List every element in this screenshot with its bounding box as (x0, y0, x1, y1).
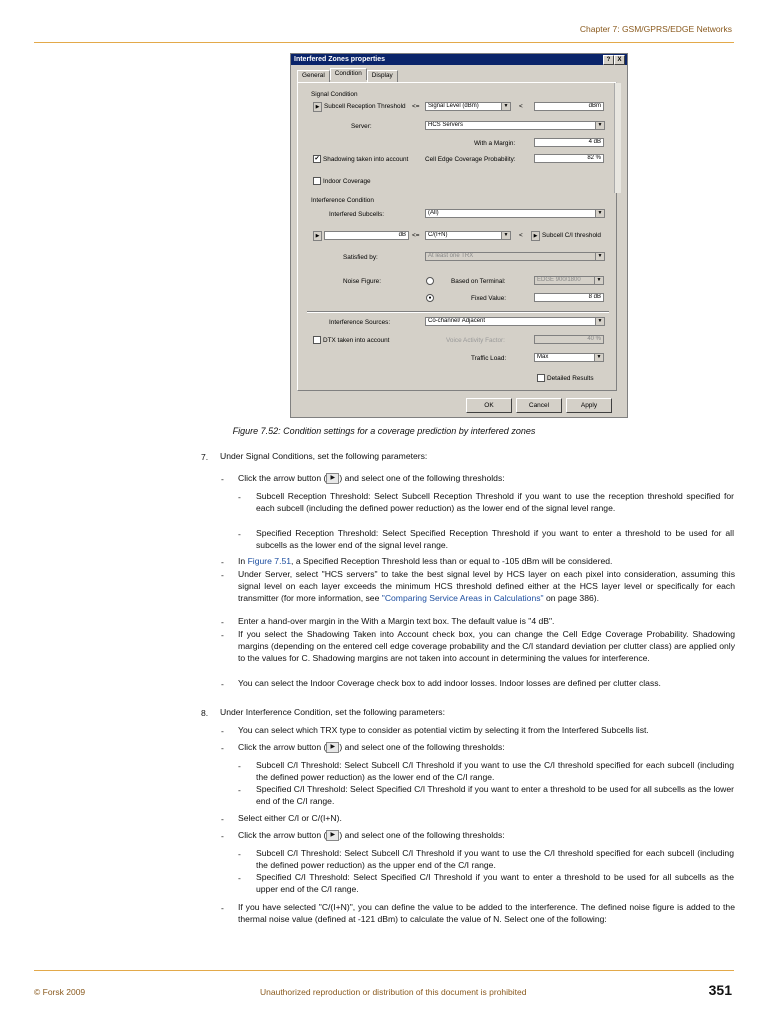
lt-symbol: < (519, 103, 523, 110)
step-8-item-2 (238, 741, 735, 753)
step-7-item-3 (238, 568, 735, 605)
item-text: ) and select one of the following thresholds: (339, 830, 505, 840)
help-button[interactable]: ? (603, 55, 614, 65)
item-text: In (238, 556, 248, 566)
figure-caption: Figure 7.52: Condition settings for a coverage prediction by interfered zones (232, 426, 536, 436)
lt-symbol-2: < (519, 232, 523, 239)
footer-notice: Unauthorized reproduction or distribution of this document is prohibited (260, 987, 527, 997)
dialog-title-bar (291, 54, 627, 65)
bullet-dash: - (221, 474, 224, 484)
indoor-label: Indoor Coverage (323, 178, 371, 185)
step-7-subitem-1: Subcell Reception Threshold: Select Subcell Reception Threshold if you want to use the reception threshold specified for each subcell (including the defined power reduction) as the lower end of the signal level range. (256, 491, 734, 514)
interfered-subcells-select[interactable] (425, 209, 605, 218)
cancel-button[interactable]: Cancel (516, 398, 562, 413)
step-8-text: Under Interference Condition, set the following parameters: (220, 707, 445, 717)
interfered-subcells-value: (All) (428, 210, 439, 216)
item-text: Under Server, select "HCS servers" to take the best signal level by HCS layer on each pixel into consideration, assuming this signal level on each layer exceeds the minimum HCS threshold defined either at the HCS layer level or specifically for each transmitter (for more information, see (238, 569, 735, 604)
arrow-button-icon: ▶ (326, 830, 339, 841)
step-8-item-3: Select either C/I or C/(I+N). (238, 813, 342, 823)
subcell-ci-label: Subcell C/I threshold (542, 232, 601, 239)
bullet-dash: - (238, 761, 241, 771)
margin-label: With a Margin: (474, 140, 516, 147)
step-8-item-1: You can select which TRX type to consider as potential victim by selecting it from the Interfered Subcells list. (238, 725, 649, 735)
dbm-input[interactable]: dBm (534, 102, 604, 111)
sources-select[interactable] (425, 317, 605, 326)
fixed-value-label: Fixed Value: (471, 295, 507, 302)
step-8-item-5: If you have selected "C/(I+N)", you can define the value to be added to the interference. The defined noise figure is added to the thermal noise value (defined at -121 dBm) to calculate the value of N. Select one of the following: (238, 902, 735, 925)
item-text: ) and select one of the following thresholds: (339, 742, 505, 752)
bullet-dash: - (221, 903, 224, 913)
arrow-button-icon: ▶ (326, 473, 339, 484)
bullet-dash: - (221, 570, 224, 580)
page-number: 351 (708, 982, 732, 998)
le-symbol-2: <= (412, 232, 420, 239)
signal-level-value: Signal Level (dBm) (428, 103, 479, 109)
satisfied-select[interactable] (425, 252, 605, 261)
step-7-item-5: If you select the Shadowing Taken into Account check box, you can change the Cell Edge Coverage Probability. Shadowing margins (depending on the entered cell edge coverage probability and the C/I standard deviation per clutter class) are applied only to the values for C. Shadowing margins are not taken into account in determining the values for interference. (238, 629, 735, 664)
satisfied-value: At least one TRX (428, 253, 474, 259)
step-7-item-2 (238, 555, 735, 567)
item-text: Click the arrow button ( (238, 742, 327, 752)
fixed-value-input[interactable]: 8 dB (534, 293, 604, 302)
detailed-results-label: Detailed Results (547, 375, 594, 382)
threshold-arrow-button[interactable]: ▶ (313, 102, 322, 112)
ci-value: C/(I+N) (428, 232, 448, 238)
traffic-load-label: Traffic Load: (471, 355, 507, 362)
separator (307, 311, 609, 313)
sources-label: Interference Sources: (329, 319, 391, 326)
step-8-subitem-3: Subcell C/I Threshold: Select Subcell C/I Threshold if you want to use the C/I threshold specified for each subcell (including the defined power reduction) as the upper end of the C/I range. (256, 848, 734, 871)
lower-db-input[interactable]: dB (324, 231, 409, 240)
item-text: , a Specified Reception Threshold less than or equal to -105 dBm will be considered. (291, 556, 613, 566)
tab-general[interactable]: General (297, 70, 330, 82)
item-text: Click the arrow button ( (238, 830, 327, 840)
step-8-subitem-4: Specified C/I Threshold: Select Specified C/I Threshold if you want to enter a threshold to be used for all subcells as the upper end of the C/I range. (256, 872, 734, 895)
tab-display[interactable]: Display (367, 70, 398, 82)
terminal-select[interactable] (534, 276, 604, 285)
lower-threshold-arrow[interactable]: ▶ (313, 231, 322, 241)
dtx-checkbox[interactable] (313, 336, 321, 344)
signal-condition-heading: Signal Condition (311, 91, 358, 98)
voice-activity-label: Voice Activity Factor: (446, 337, 505, 344)
comparing-link[interactable]: "Comparing Service Areas in Calculations" (381, 593, 544, 604)
le-symbol: <= (412, 103, 420, 110)
satisfied-label: Satisfied by: (343, 254, 378, 261)
terminal-value: EDGE 900/1800 (537, 277, 581, 283)
footer-copyright: © Forsk 2009 (34, 987, 86, 997)
shadowing-checkbox[interactable]: ✔ (314, 156, 320, 162)
bullet-dash: - (238, 529, 241, 539)
chevron-down-icon: ▼ (595, 253, 604, 260)
server-select[interactable] (425, 121, 605, 130)
server-value: HCS Servers (428, 122, 464, 128)
close-button[interactable]: X (614, 55, 625, 65)
step-8-subitem-2: Specified C/I Threshold: Select Specified C/I Threshold if you want to enter a threshold to be used for all subcells as the lower end of the C/I range. (256, 784, 734, 807)
bullet-dash: - (221, 630, 224, 640)
step-number-8: 8. (201, 708, 209, 718)
chapter-header: Chapter 7: GSM/GPRS/EDGE Networks (579, 24, 732, 34)
sources-value: Co-channel/ Adjacent (428, 318, 486, 324)
server-label: Server: (351, 123, 372, 130)
item-text: Click the arrow button ( (238, 473, 327, 483)
chevron-down-icon: ▼ (501, 232, 510, 239)
step-7-subitem-2: Specified Reception Threshold: Select Specified Reception Threshold if you want to enter a threshold to be used for all subcells as the lower end of the signal level range. (256, 528, 734, 551)
interfered-subcells-label: Interfered Subcells: (329, 211, 385, 218)
bullet-dash: - (221, 831, 224, 841)
interference-condition-heading: Interference Condition (311, 197, 374, 204)
bullet-dash: - (221, 743, 224, 753)
signal-level-select[interactable] (425, 102, 511, 111)
tab-bar (297, 70, 398, 82)
indoor-checkbox[interactable] (313, 177, 321, 185)
based-terminal-label: Based on Terminal: (451, 278, 506, 285)
cell-edge-input[interactable]: 82 % (534, 154, 604, 163)
bullet-dash: - (238, 492, 241, 502)
step-7-item-6: You can select the Indoor Coverage check box to add indoor losses. Indoor losses are defined per clutter class. (238, 678, 661, 688)
chevron-down-icon: ▼ (595, 210, 604, 217)
chevron-down-icon: ▼ (595, 318, 604, 325)
interfered-zones-dialog (290, 53, 628, 418)
footer-rule (34, 970, 734, 971)
bullet-dash: - (238, 849, 241, 859)
item-text: ) and select one of the following thresholds: (339, 473, 505, 483)
cell-edge-label: Cell Edge Coverage Probability: (425, 156, 516, 163)
chevron-down-icon: ▼ (501, 103, 510, 110)
upper-threshold-arrow[interactable]: ▶ (531, 231, 540, 241)
figure-link[interactable]: Figure 7.51 (247, 556, 292, 566)
header-rule (34, 42, 734, 43)
tab-condition[interactable]: Condition (330, 68, 367, 80)
chevron-down-icon: ▼ (595, 122, 604, 129)
bullet-dash: - (221, 679, 224, 689)
step-number-7: 7. (201, 452, 209, 462)
step-7-item-1 (238, 472, 735, 484)
subcell-threshold-label: Subcell Reception Threshold (324, 103, 406, 110)
chevron-down-icon: ▼ (594, 354, 603, 361)
bullet-dash: - (238, 785, 241, 795)
traffic-load-select[interactable] (534, 353, 604, 362)
dtx-label: DTX taken into account (323, 337, 390, 344)
arrow-button-icon: ▶ (326, 742, 339, 753)
noise-figure-label: Noise Figure: (343, 278, 382, 285)
chevron-down-icon: ▼ (594, 277, 603, 284)
ok-button[interactable]: OK (466, 398, 512, 413)
shadowing-label: Shadowing taken into account (323, 156, 409, 163)
traffic-load-value: Max (537, 354, 549, 360)
bullet-dash: - (221, 617, 224, 627)
based-terminal-radio[interactable] (426, 277, 434, 285)
step-8-subitem-1: Subcell C/I Threshold: Select Subcell C/I Threshold if you want to use the C/I threshold specified for each subcell (including the defined power reduction) as the lower end of the C/I range. (256, 760, 734, 783)
step-7-text: Under Signal Conditions, set the following parameters: (220, 451, 428, 461)
voice-activity-input[interactable]: 40 % (534, 335, 604, 344)
apply-button[interactable]: Apply (566, 398, 612, 413)
panel-scrollbar[interactable] (614, 83, 621, 193)
detailed-results-checkbox[interactable] (537, 374, 545, 382)
step-7-item-4: Enter a hand-over margin in the With a Margin text box. The default value is "4 dB". (238, 616, 555, 626)
bullet-dash: - (221, 726, 224, 736)
bullet-dash: - (238, 873, 241, 883)
margin-input[interactable]: 4 dB (534, 138, 604, 147)
bullet-dash: - (221, 557, 224, 567)
ci-select[interactable] (425, 231, 511, 240)
step-8-item-4 (238, 829, 735, 841)
dialog-title: Interfered Zones properties (294, 56, 386, 63)
fixed-value-radio[interactable]: ● (426, 294, 434, 302)
bullet-dash: - (221, 814, 224, 824)
item-text: on page 386). (543, 593, 600, 604)
